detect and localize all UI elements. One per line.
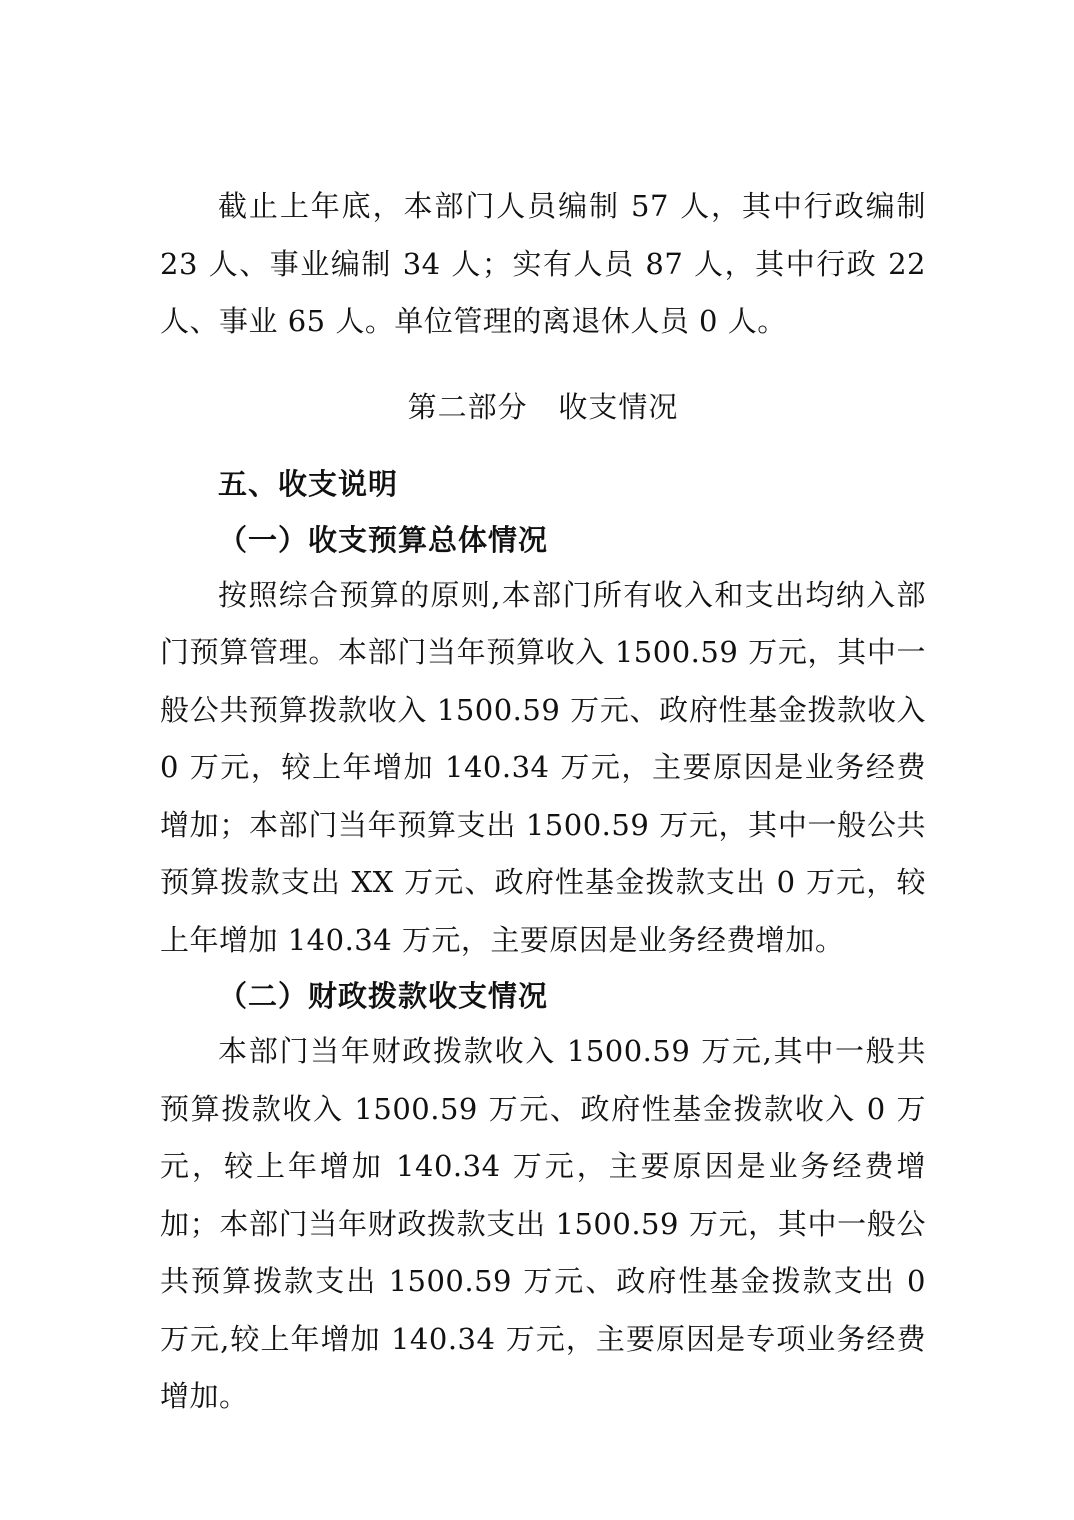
staffing-paragraph: 截止上年底，本部门人员编制 57 人，其中行政编制 23 人、事业编制 34 人；实有人员 87 人，其中行政 22 人、事业 65 人。单位管理的离退休人员 0 人。 bbox=[160, 189, 926, 338]
budget-overall-paragraph: 按照综合预算的原则,本部门所有收入和支出均纳入部门预算管理。本部门当年预算收入 1500.59 万元，其中一般公共预算拨款收入 1500.59 万元、政府性基金拨款收入 0 万元，较上年增加 140.34 万元，主要原因是业务经费增加；本部门当年预算支出 1500.59 万元，其中一般公共预算拨款支出 XX 万元、政府性基金拨款支出 0 万元，较上年增加 140.34 万元，主要原因是业务经费增加。 bbox=[160, 577, 926, 957]
subsection-two-heading: （二）财政拨款收支情况 bbox=[218, 979, 549, 1013]
section-five-heading: 五、收支说明 bbox=[218, 466, 399, 501]
subsection-one-heading: （一）收支预算总体情况 bbox=[218, 522, 549, 557]
document-body bbox=[160, 178, 926, 1426]
part-two-heading: 第二部分 收支情况 bbox=[407, 389, 679, 424]
fiscal-appropriation-paragraph: 本部门当年财政拨款收入 1500.59 万元,其中一般共预算拨款收入 1500.59 万元、政府性基金拨款收入 0 万元，较上年增加 140.34 万元，主要原因是业务经费增加；本部门当年财政拨款支出 1500.59 万元，其中一般公共预算拨款支出 1500.59 万元、政府性基金拨款支出 0 万元,较上年增加 140.34 万元，主要原因是专项业务经费增加。 bbox=[160, 1034, 926, 1413]
